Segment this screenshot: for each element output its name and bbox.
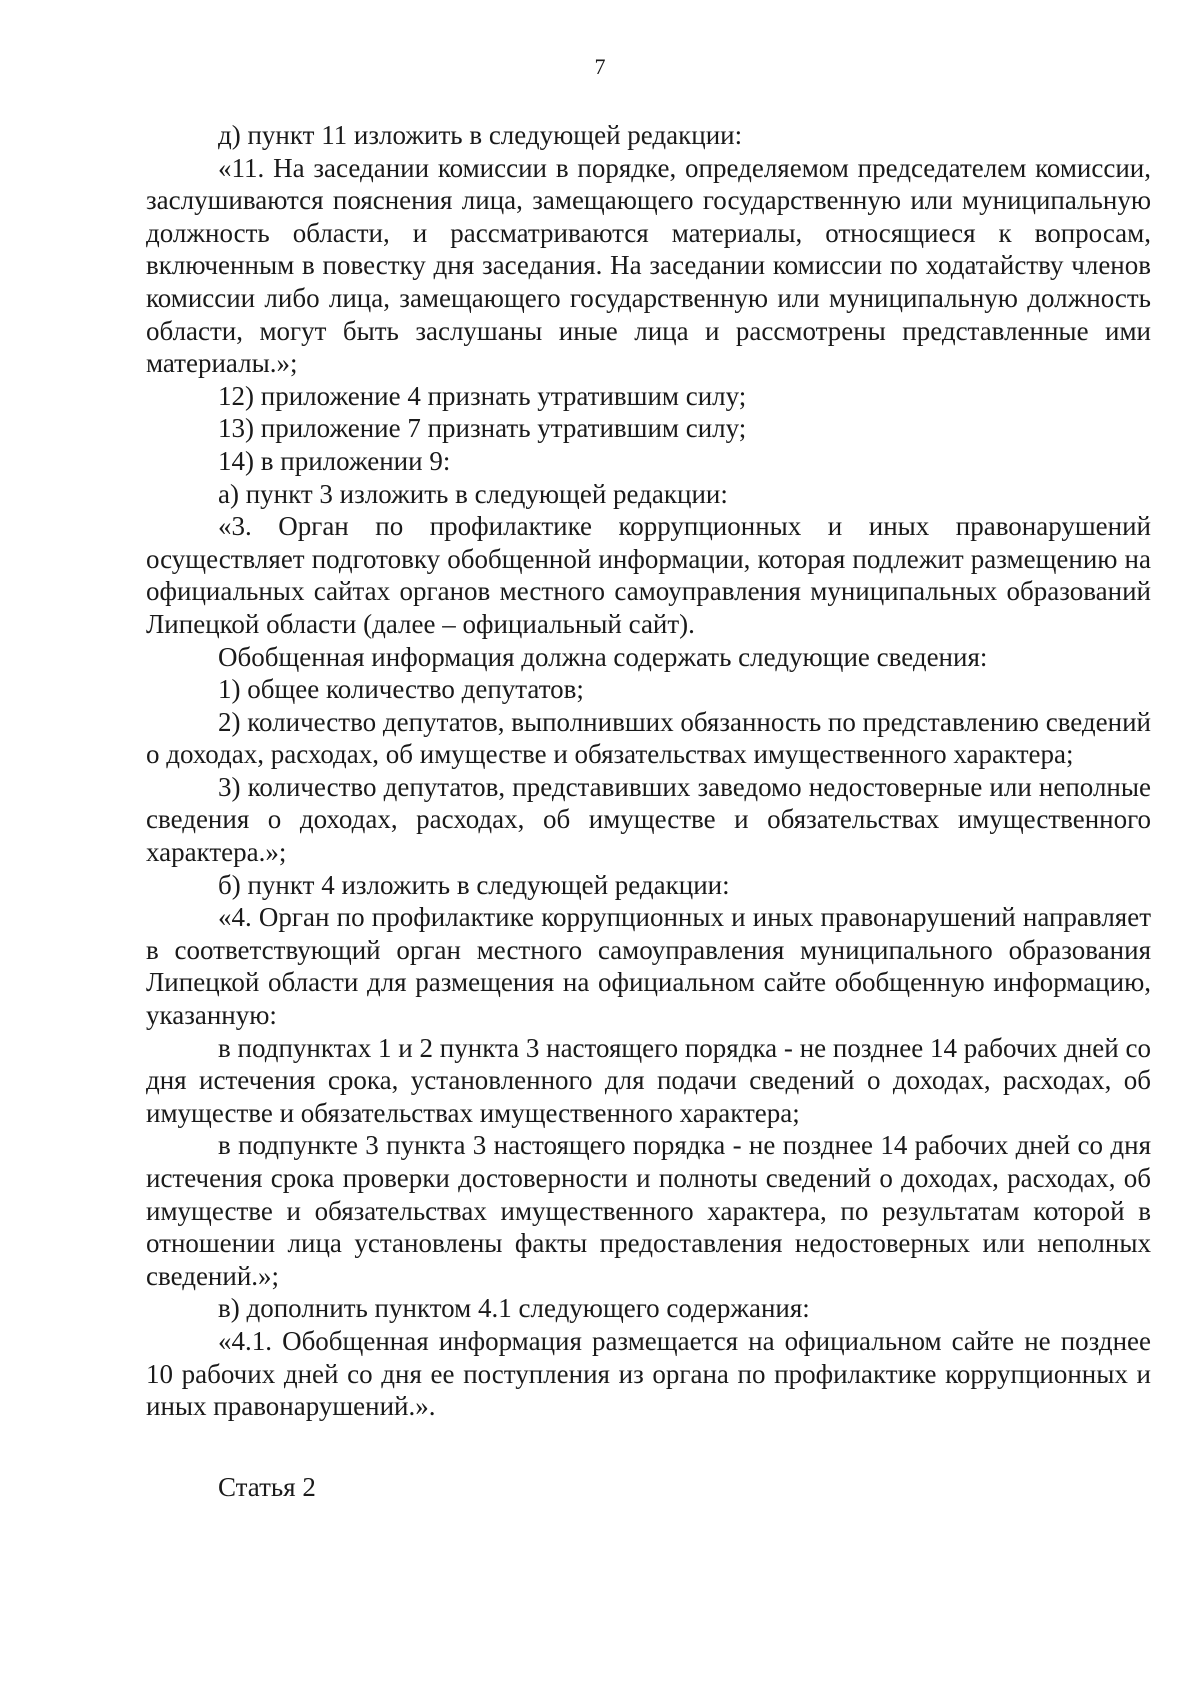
paragraph-v-point-4-1: в) дополнить пунктом 4.1 следующего содержания: bbox=[218, 1293, 810, 1324]
paragraph-point-4-text: «4. Орган по профилактике коррупционных и иных правонарушений направляет в соответствующий орган местного самоуправления муниципального образования Липецкой области для размещения на официальном сайте обобщенную информацию, указанную: bbox=[146, 902, 1151, 1031]
paragraph-subpoints-1-2: в подпунктах 1 и 2 пункта 3 настоящего порядка - не позднее 14 рабочих дней со дня истечения срока, установленного для подачи сведений о доходах, расходах, об имуществе и обязательствах имущественного характера; bbox=[146, 1032, 1151, 1128]
paragraph-point-3-text: «3. Орган по профилактике коррупционных и иных правонарушений осуществляет подготовку обобщенной информации, которая подлежит размещению на официальных сайтах органов местного самоуправления муниципальных образований Липецкой области (далее – официальный сайт). bbox=[146, 511, 1151, 639]
paragraph-b-point-4: б) пункт 4 изложить в следующей редакции: bbox=[218, 869, 730, 900]
paragraph-item-1: 1) общее количество депутатов; bbox=[218, 674, 584, 705]
article-heading: Статья 2 bbox=[218, 1471, 316, 1502]
page-number: 7 bbox=[594, 54, 606, 79]
paragraph-point-11-text: «11. На заседании комиссии в порядке, определяемом председателем комиссии, заслушиваются пояснения лица, замещающего государственную или муниципальную должность области, и рассматриваются материалы, относящиеся к вопросам, включенным в повестку дня заседания. На заседании комиссии по ходатайству членов комиссии либо лица, замещающего государственную или муниципальную должность области, могут быть заслушаны иные лица и рассмотрены представленные ими материалы.»; bbox=[146, 152, 1151, 379]
paragraph-subpoint-3: в подпункте 3 пункта 3 настоящего порядка - не позднее 14 рабочих дней со дня истечения срока проверки достоверности и полноты сведений о доходах, расходах, об имуществе и обязательствах имущественного характера, по результатам которой в отношении лица установлены факты предоставления недостоверных или неполных сведений.»; bbox=[146, 1130, 1151, 1291]
paragraph-14: 14) в приложении 9: bbox=[218, 445, 451, 476]
paragraph-d-point-11: д) пункт 11 изложить в следующей редакции: bbox=[218, 120, 743, 150]
paragraph-point-4-1-text: «4.1. Обобщенная информация размещается на официальном сайте не позднее 10 рабочих дней со дня ее поступления из органа по профилактике коррупционных и иных правонарушений.». bbox=[146, 1325, 1151, 1422]
document-body bbox=[146, 119, 1151, 1503]
paragraph-item-3: 3) количество депутатов, представивших заведомо недостоверные или неполные сведения о доходах, расходах, об имуществе и обязательствах имущественного характера.»; bbox=[146, 771, 1151, 868]
paragraph-13: 13) приложение 7 признать утратившим силу; bbox=[218, 413, 747, 444]
paragraph-12: 12) приложение 4 признать утратившим силу; bbox=[218, 380, 747, 411]
paragraph-a-point-3: а) пункт 3 изложить в следующей редакции: bbox=[218, 478, 728, 509]
paragraph-summary-intro: Обобщенная информация должна содержать следующие сведения: bbox=[218, 641, 988, 672]
paragraph-item-2: 2) количество депутатов, выполнивших обязанность по представлению сведений о доходах, расходах, об имуществе и обязательствах имущественного характера; bbox=[146, 706, 1151, 770]
